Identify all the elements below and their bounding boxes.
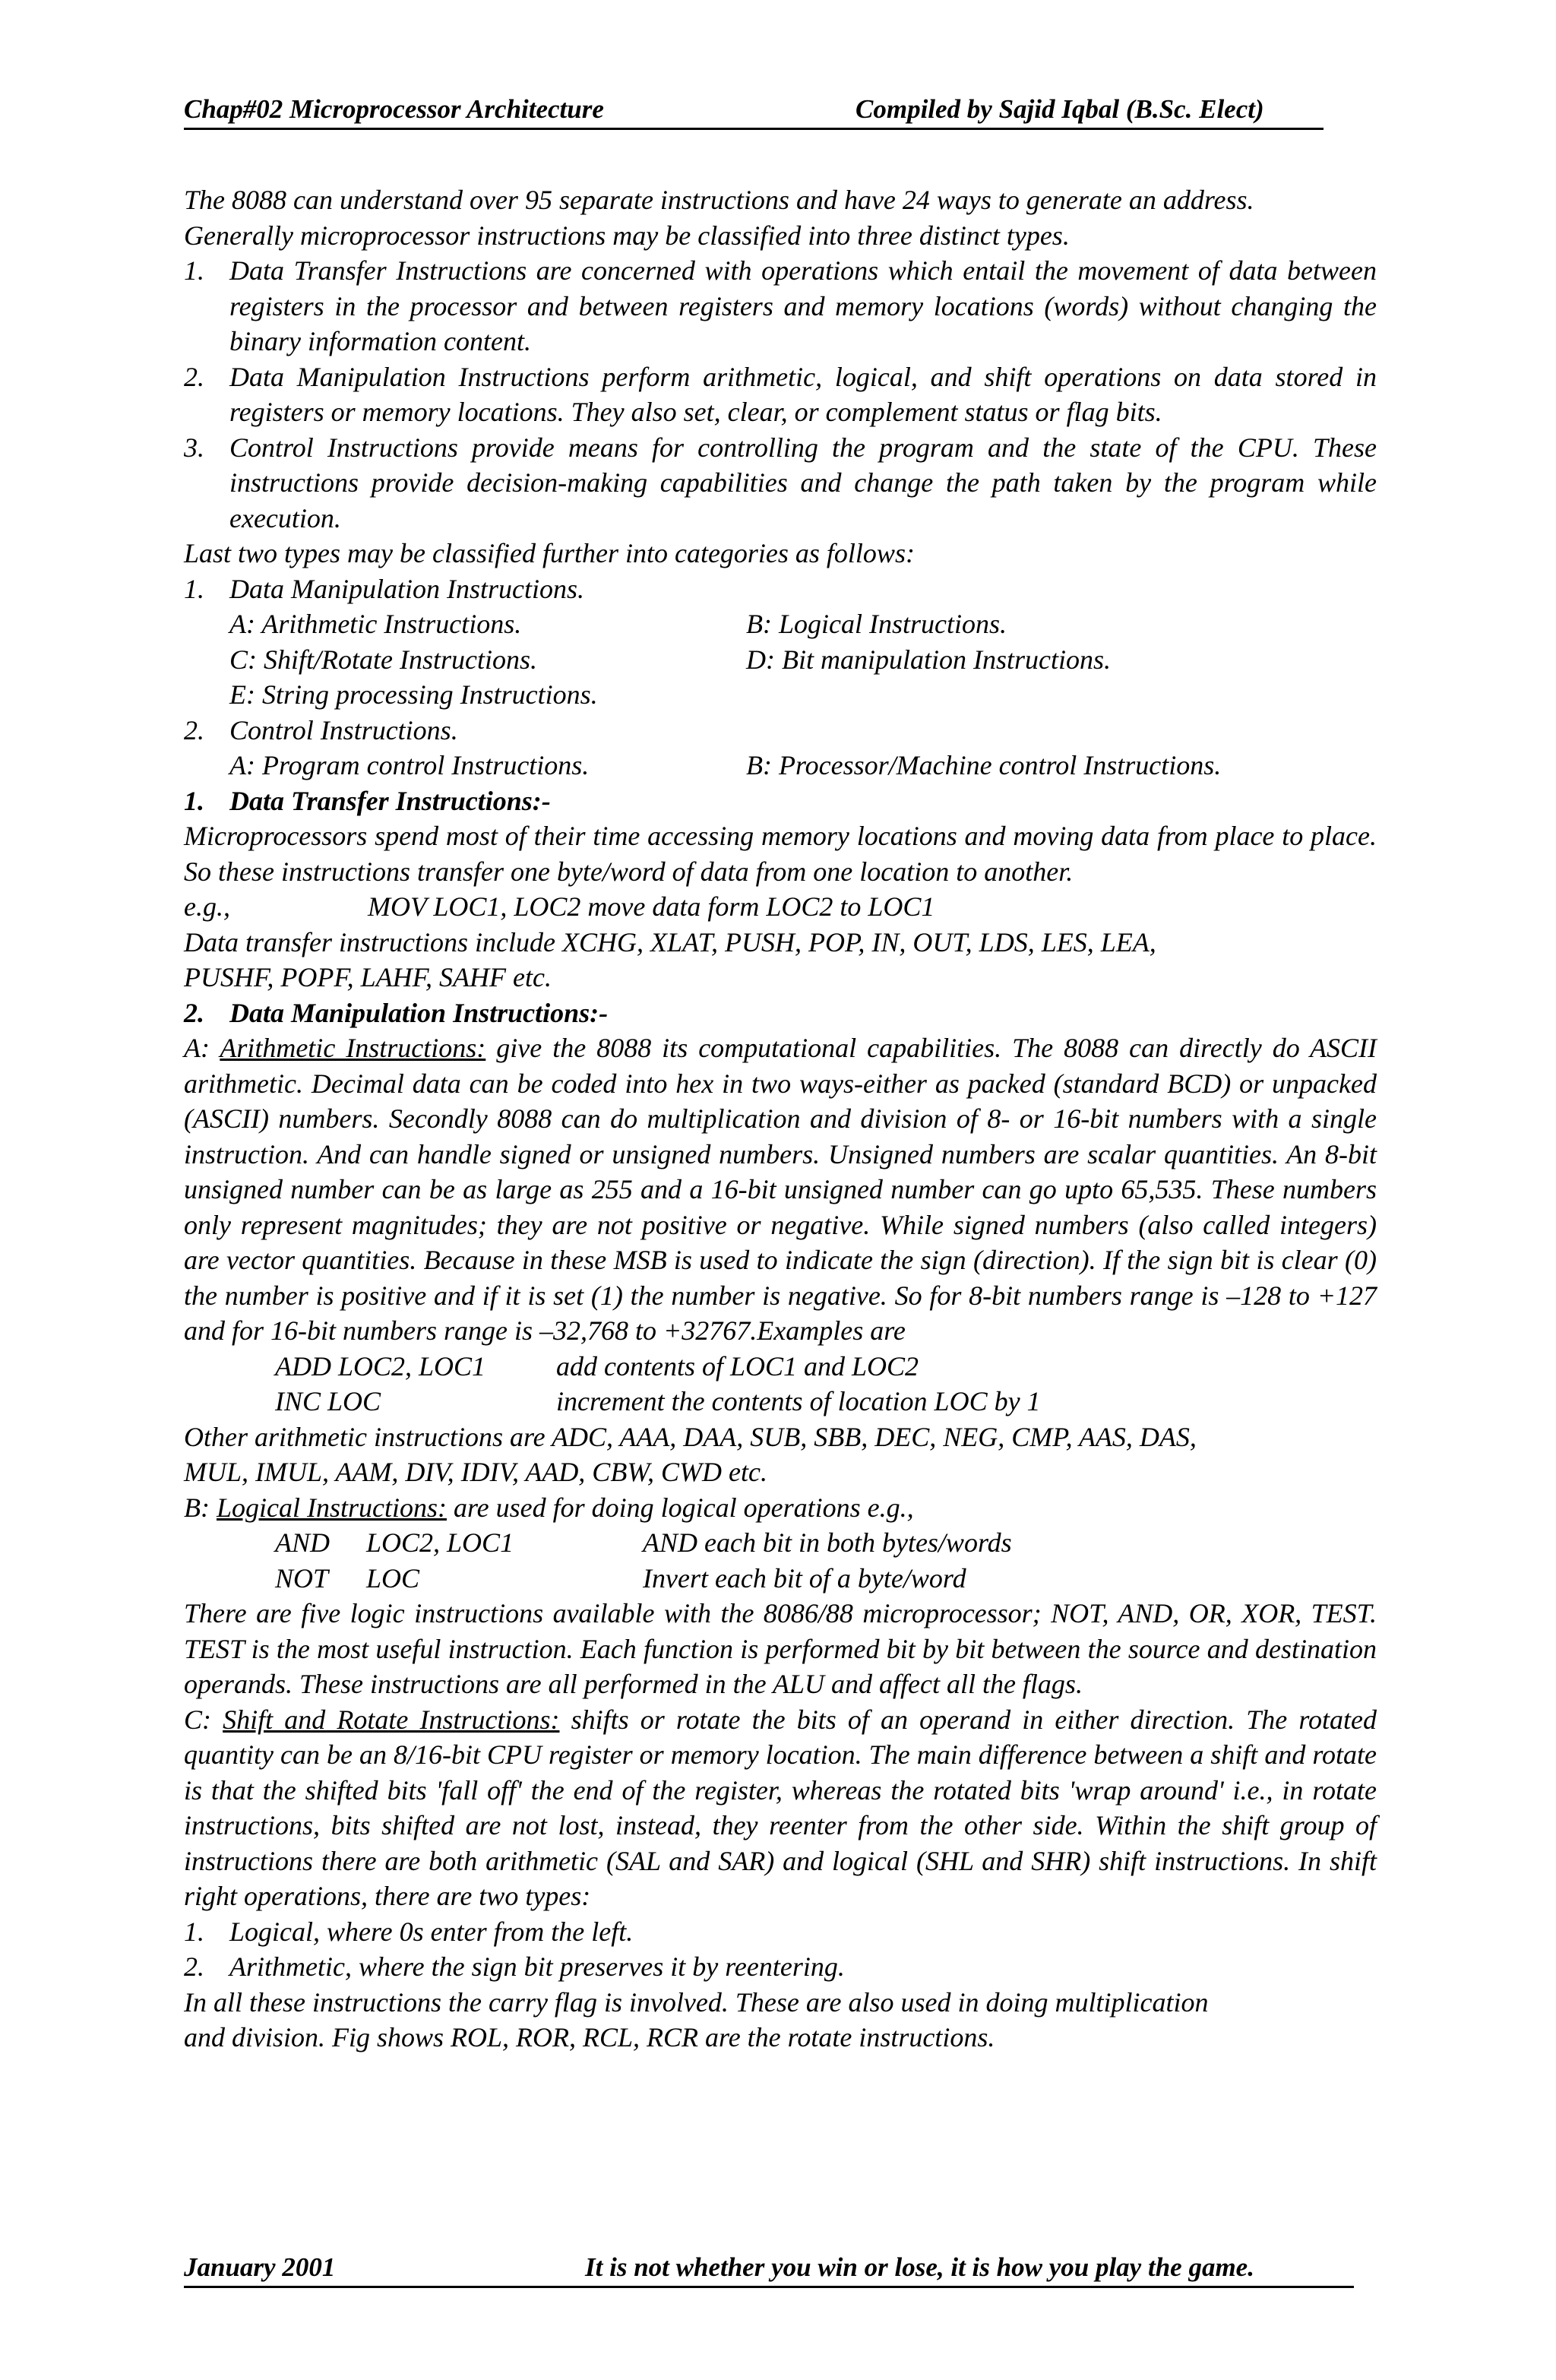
section-heading-data-transfer — [184, 783, 1377, 819]
section-title: Data Manipulation Instructions:- — [229, 997, 609, 1028]
data-transfer-example — [184, 889, 1377, 925]
intro-line-2: Generally microprocessor instructions may be classified into three distinct types. — [184, 220, 1070, 251]
example-label: e.g., — [184, 891, 230, 922]
type-item-3 — [184, 430, 1377, 536]
final-line-2: and division. Fig shows ROL, ROR, RCL, RCR are the rotate instructions. — [184, 2022, 995, 2052]
data-transfer-list-1: Data transfer instructions include XCHG, XLAT, PUSH, POP, IN, OUT, LDS, LES, LEA, — [184, 926, 1156, 957]
categories-intro: Last two types may be classified further into categories as follows: — [184, 538, 915, 568]
arithmetic-label: Arithmetic Instructions: — [220, 1033, 486, 1063]
subtype-c: C: Shift/Rotate Instructions. — [229, 644, 537, 675]
category-number: 1. — [184, 573, 204, 604]
shift-type-text: Logical, where 0s enter from the left. — [229, 1916, 634, 1947]
subtype-d: D: Bit manipulation Instructions. — [746, 644, 1111, 675]
arithmetic-prefix: A: — [184, 1033, 220, 1063]
example-description: increment the contents of location LOC by 1 — [556, 1386, 1041, 1416]
shift-label: Shift and Rotate Instructions: — [223, 1704, 560, 1735]
shift-type-number: 1. — [184, 1916, 204, 1947]
type-number: 2. — [184, 361, 204, 392]
category-control-subtypes — [184, 748, 1377, 783]
shift-type-2 — [184, 1949, 1377, 1985]
arithmetic-example-2 — [184, 1384, 1377, 1419]
category-dm-subtypes — [184, 606, 1377, 713]
logical-intro — [184, 1490, 1377, 1526]
type-number: 1. — [184, 255, 204, 286]
section-number: 1. — [184, 785, 204, 816]
logical-text: are used for doing logical operations e.g., — [446, 1492, 914, 1523]
logical-prefix: B: — [184, 1492, 217, 1523]
type-item-2 — [184, 359, 1377, 430]
shift-prefix: C: — [184, 1704, 223, 1735]
footer-quote: It is not whether you win or lose, it is how you play the game. — [585, 2252, 1254, 2282]
example-code: ADD LOC2, LOC1 — [275, 1350, 486, 1381]
type-text: Control Instructions provide means for controlling the program and the state of the CPU. These instructions provide decision-making capabilities and change the path taken by the program while execution. — [229, 432, 1377, 533]
final-line-1: In all these instructions the carry flag is involved. These are also used in doing multiplication — [184, 1986, 1209, 2018]
subtype-b: B: Logical Instructions. — [746, 609, 1007, 639]
example-description: add contents of LOC1 and LOC2 — [556, 1350, 919, 1381]
example-operands: LOC2, LOC1 — [366, 1527, 514, 1558]
shift-text: shifts or rotate the bits of an operand in either direction. The rotated quantity can be an 8/16-bit CPU register or memory location. The main difference between a shift and rotate is that the shifted bits 'fall off' the end of the register, whereas the rotated bits 'wrap around' i.e., in rotate instructions, bits shifted are not lost, instead, they reenter from the other side. Within the shift group of instructions there are both arithmetic (SAL and SAR) and logical (SHL and SHR) shift instructions. In shift right operations, there are two types: — [184, 1704, 1377, 1911]
category-control — [184, 713, 1377, 748]
example-description: Invert each bit of a byte/word — [643, 1562, 966, 1594]
section-title: Data Transfer Instructions:- — [229, 785, 551, 816]
section-heading-data-manipulation — [184, 995, 1377, 1031]
page-body — [184, 182, 1377, 2056]
header-author: Compiled by Sajid Iqbal (B.Sc. Elect) — [855, 94, 1264, 124]
logical-label: Logical Instructions: — [216, 1492, 447, 1523]
header-chapter-title: Chap#02 Microprocessor Architecture — [184, 94, 604, 124]
arithmetic-other-1: Other arithmetic instructions are ADC, AAA, DAA, SUB, SBB, DEC, NEG, CMP, AAS, DAS, — [184, 1421, 1197, 1452]
section-number: 2. — [184, 997, 204, 1028]
category-title: Data Manipulation Instructions. — [229, 573, 584, 604]
category-number: 2. — [184, 714, 204, 745]
page-footer — [184, 2249, 1354, 2288]
data-transfer-list-2: PUSHF, POPF, LAHF, SAHF etc. — [184, 962, 552, 992]
type-text: Data Manipulation Instructions perform arithmetic, logical, and shift operations on data stored in registers or memory locations. They also set, clear, or complement status or flag bits. — [229, 361, 1377, 427]
type-text: Data Transfer Instructions are concerned with operations which entail the movement of data between registers in the processor and between registers and memory locations (words) without changing the binary information content. — [229, 255, 1377, 356]
subtype-b: B: Processor/Machine control Instructions. — [746, 750, 1222, 780]
footer-date: January 2001 — [184, 2252, 336, 2282]
shift-type-1 — [184, 1914, 1377, 1950]
subtype-e: E: String processing Instructions. — [229, 679, 598, 710]
example-description: AND each bit in both bytes/words — [643, 1527, 1012, 1558]
category-title: Control Instructions. — [229, 714, 458, 745]
subtype-a: A: Arithmetic Instructions. — [229, 609, 522, 639]
shift-type-text: Arithmetic, where the sign bit preserves it by reentering. — [229, 1951, 845, 1982]
type-item-1 — [184, 253, 1377, 359]
logical-example-1 — [184, 1525, 1377, 1561]
type-number: 3. — [184, 432, 204, 463]
example-operands: LOC — [366, 1562, 420, 1594]
example-opcode: AND — [275, 1527, 330, 1558]
arithmetic-paragraph — [184, 1030, 1377, 1349]
subtype-a: A: Program control Instructions. — [229, 750, 590, 780]
data-transfer-paragraph: Microprocessors spend most of their time accessing memory locations and moving data from place to place. So these instructions transfer one byte/word of data from one location to another. — [184, 821, 1377, 887]
logical-paragraph: There are five logic instructions available with the 8086/88 microprocessor; NOT, AND, OR, XOR, TEST. TEST is the most useful instruction. Each function is performed bit by bit between the source and destination operands. These instructions are all performed in the ALU and affect all the flags. — [184, 1598, 1377, 1699]
shift-type-number: 2. — [184, 1951, 204, 1982]
shift-rotate-paragraph — [184, 1702, 1377, 1914]
arithmetic-other-2: MUL, IMUL, AAM, DIV, IDIV, AAD, CBW, CWD etc. — [184, 1457, 767, 1487]
logical-example-2 — [184, 1561, 1377, 1597]
page-header — [184, 90, 1324, 130]
arithmetic-text: give the 8088 its computational capabilities. The 8088 can directly do ASCII arithmetic. Decimal data can be coded into hex in two ways-either as packed (standard BCD) or unpacked (ASCII) numbers. Secondly 8088 can do multiplication and division of 8- or 16-bit numbers with a single instruction. And can handle signed or unsigned numbers. Unsigned numbers are scalar quantities. An 8-bit unsigned number can be as large as 255 and a 16-bit unsigned number can go upto 65,535. These numbers only represent magnitudes; they are not positive or negative. While signed numbers (also called integers) are vector quantities. Because in these MSB is used to indicate the sign (direction). If the sign bit is clear (0) the number is positive and if it is set (1) the number is negative. So for 8-bit numbers range is –128 to +127 and for 16-bit numbers range is –32,768 to +32767.Examples are — [184, 1033, 1377, 1346]
example-code: INC LOC — [275, 1386, 381, 1416]
example-opcode: NOT — [275, 1562, 329, 1594]
category-data-manipulation — [184, 571, 1377, 607]
arithmetic-example-1 — [184, 1349, 1377, 1385]
intro-line-1: The 8088 can understand over 95 separate instructions and have 24 ways to generate an address. — [184, 185, 1254, 215]
example-text: MOV LOC1, LOC2 move data form LOC2 to LOC1 — [368, 891, 935, 922]
